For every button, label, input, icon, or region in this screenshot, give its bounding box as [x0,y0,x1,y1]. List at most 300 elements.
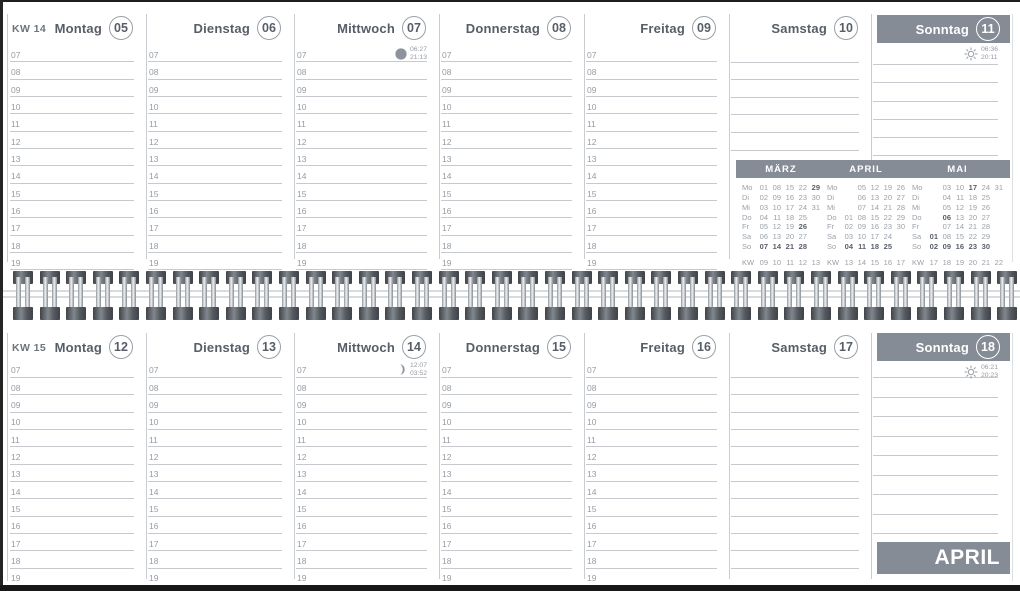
kw-number: 11 [786,257,794,267]
hour-label: 07 [587,365,597,376]
blank-row [873,437,998,457]
calendar-day: 03 [844,232,853,242]
binding-wire [598,271,618,320]
wire-shaft [548,277,553,314]
calendar-day: 14 [870,202,879,212]
calendar-day: 28 [896,202,905,212]
calendar-week-label: KW 14 [12,23,47,35]
wire-cap [385,307,405,320]
wire-shaft [43,277,48,314]
calendar-day: 14 [955,222,964,232]
calendar-day: 01 [759,183,768,193]
day-column-donnerstag [439,14,584,268]
calendar-day: 24 [883,232,892,242]
wire-shaft [929,277,934,314]
blank-row [873,138,998,156]
hour-row [586,218,717,235]
wire-shaft [264,277,269,314]
wire-cap [944,307,964,320]
hour-row [296,166,427,183]
wire-shaft [823,277,828,314]
day-header [877,15,1010,43]
weekday-abbr: Do [742,212,752,222]
blank-row [873,83,998,101]
hour-row [10,413,134,430]
calendar-day: 05 [942,202,951,212]
hour-row [586,62,717,79]
hour-label: 15 [587,504,597,515]
calendar-day: 19 [883,183,892,193]
blank-row [873,102,998,120]
hour-row [441,569,572,586]
hour-label: 19 [587,257,597,268]
hour-label: 11 [149,119,158,130]
hour-label: 13 [587,469,597,480]
wire-cap [651,271,671,284]
hour-row [296,569,427,586]
wire-cap [279,271,299,284]
hour-row [586,166,717,183]
hour-row [296,80,427,97]
wire-shaft [770,277,775,314]
hour-label: 07 [11,49,21,60]
binding-wire [93,271,113,320]
hour-row [586,482,717,499]
calendar-day: 29 [811,183,820,193]
wire-shaft [717,277,722,314]
hour-row [441,499,572,516]
hour-label: 19 [149,573,159,584]
calendar-day: 25 [981,192,990,202]
hour-label: 14 [297,171,307,182]
hour-label: 13 [587,153,597,164]
calendar-day: 30 [981,241,990,251]
hour-label: 11 [587,434,596,445]
hour-label: 09 [11,400,21,411]
hour-row [441,253,572,270]
wire-cap [784,271,804,284]
day-name-label: Freitag [640,339,685,355]
calendar-day: 10 [857,232,866,242]
blank-row [731,361,859,378]
hour-label: 11 [149,434,158,445]
hour-row [586,149,717,166]
wire-cap [917,307,937,320]
day-number-circle: 06 [257,16,281,40]
photo-frame-top [0,0,1020,2]
day-name-label: Dienstag [193,20,250,36]
weekday-abbr: Mo [827,183,838,193]
hour-row [148,378,282,395]
wire-shaft [1009,277,1014,314]
wire-shaft [131,277,136,314]
kw-abbr: KW [912,257,925,267]
hour-row [148,482,282,499]
blank-row [731,63,859,81]
hour-row [10,551,134,568]
hour-row [586,80,717,97]
binding-wire [119,271,139,320]
hour-row [10,201,134,218]
wire-shaft [309,277,314,314]
hour-label: 17 [149,538,159,549]
hour-label: 19 [587,573,597,584]
day-number-circle: 08 [547,16,571,40]
agenda-rows [586,45,717,270]
first-quarter-moon-icon [396,363,407,376]
mini-calendar-month-title: MAI [947,163,968,175]
binding-wire [838,271,858,320]
kw-number: 16 [883,257,892,267]
hour-label: 12 [11,136,21,147]
wire-cap [492,271,512,284]
wire-cap [731,271,751,284]
astro-times [981,46,998,63]
blank-row [731,482,859,499]
set-time: 03:52 [409,369,427,377]
hour-label: 14 [587,486,597,497]
hour-row [441,413,572,430]
hour-label: 10 [149,101,159,112]
hour-label: 12 [587,136,597,147]
hour-row [10,430,134,447]
calendar-day: 15 [870,212,879,222]
wire-shaft [78,277,83,314]
hour-row [586,413,717,430]
wire-shaft [238,277,243,314]
weekday-abbr: So [912,241,922,251]
wire-cap [784,307,804,320]
hour-label: 12 [297,452,307,463]
weekday-abbr: Mi [742,202,750,212]
hour-label: 13 [149,153,159,164]
calendar-day: 17 [870,232,879,242]
day-number-circle: 17 [834,335,858,359]
wire-shaft [105,277,110,314]
wire-cap [864,271,884,284]
calendar-day: 15 [785,183,794,193]
kw-abbr: KW [742,257,755,267]
calendar-day: 01 [929,232,938,242]
calendar-day: 26 [896,183,905,193]
hour-row [586,551,717,568]
hour-row [441,361,572,378]
binding-wire [784,271,804,320]
calendar-day: 06 [857,192,866,202]
hour-row [441,132,572,149]
calendar-day: 31 [994,183,1003,193]
binding-wire [226,271,246,320]
calendar-day: 09 [942,241,951,251]
blank-row [731,133,859,151]
wire-cap [93,307,113,320]
wire-cap [359,271,379,284]
kw-abbr: KW [827,257,840,267]
binding-wire [173,271,193,320]
hour-label: 12 [587,452,597,463]
calendar-day: 06 [942,212,951,222]
blank-row [731,551,859,568]
wire-cap [705,271,725,284]
hour-row [296,534,427,551]
wire-cap [40,271,60,284]
mini-calendar-week-row [742,242,820,252]
hour-label: 16 [442,521,452,532]
calendar-day: 04 [759,212,768,222]
hour-label: 09 [297,84,307,95]
calendar-day: 09 [857,222,866,232]
day-name-label: Samstag [771,20,827,36]
agenda-rows [148,361,282,586]
hour-row [296,201,427,218]
mini-calendar-week-row [912,183,1003,193]
binding-wire [572,271,592,320]
hour-row [148,551,282,568]
calendar-day: 29 [896,212,905,222]
hour-row [296,236,427,253]
hour-row [441,534,572,551]
wire-cap [811,271,831,284]
wire-shaft [282,277,287,314]
weekday-abbr: Fr [742,222,750,232]
hour-label: 08 [149,67,159,78]
calendar-day: 31 [811,202,820,212]
blank-row [873,398,998,418]
wire-cap [119,271,139,284]
hour-row [148,236,282,253]
wire-shaft [344,277,349,314]
day-column-dienstag [146,14,294,268]
hour-label: 10 [11,417,21,428]
weekday-abbr: So [827,241,837,251]
wire-shaft [841,277,846,314]
kw-number: 10 [772,257,781,267]
mini-calendar-week-row [827,232,905,242]
hour-row [10,482,134,499]
agenda-rows [586,361,717,586]
wire-cap [359,307,379,320]
hour-row [10,378,134,395]
wire-cap [146,307,166,320]
calendar-day: 26 [798,222,807,232]
mini-calendar-week-row [827,183,905,193]
calendar-day: 09 [772,192,781,202]
wire-shaft [504,277,509,314]
blank-row [731,465,859,482]
wire-cap [518,307,538,320]
calendar-day: 22 [798,183,807,193]
agenda-rows [873,361,998,534]
calendar-day: 12 [870,183,879,193]
wire-cap [838,307,858,320]
mini-calendar-month [827,183,905,267]
kw-number: 19 [955,257,964,267]
set-time: 21:13 [409,54,427,62]
wire-cap [173,271,193,284]
calendar-day: 04 [844,241,853,251]
kw-number: 15 [870,257,879,267]
wire-cap [971,307,991,320]
hour-row [10,395,134,412]
wire-shaft [388,277,393,314]
calendar-day: 02 [929,241,938,251]
hour-label: 16 [297,521,307,532]
calendar-day: 07 [942,222,951,232]
wire-shaft [787,277,792,314]
hour-label: 08 [11,382,21,393]
calendar-day: 27 [896,192,905,202]
mini-calendar-week-row [827,212,905,222]
set-time: 20:11 [980,54,998,62]
wire-shaft [557,277,562,314]
hour-label: 07 [149,49,159,60]
hour-row [10,465,134,482]
hour-label: 10 [587,417,597,428]
page-edge-line [0,296,1020,298]
calendar-day: 30 [896,222,905,232]
day-column-donnerstag [439,333,584,584]
wire-cap [678,271,698,284]
calendar-day: 23 [968,241,977,251]
wire-shaft [521,277,526,314]
hour-label: 16 [587,205,597,216]
mini-calendar-week-row [742,193,820,203]
hour-row [10,114,134,131]
wire-cap [465,271,485,284]
kw-number: 13 [811,257,820,267]
mini-calendar-week-row [827,203,905,213]
mini-calendar [736,160,1010,267]
calendar-day: 08 [942,232,951,242]
wire-shaft [202,277,207,314]
hour-row [586,361,717,378]
wire-cap [279,307,299,320]
wire-cap [40,307,60,320]
mini-calendar-week-row [912,193,1003,203]
wire-cap [439,271,459,284]
binding-wire [971,271,991,320]
mini-calendar-week-row [912,242,1003,252]
hour-label: 18 [149,240,159,251]
wire-cap [651,307,671,320]
calendar-day: 21 [883,202,892,212]
astro-times [410,362,427,379]
day-header [146,333,294,361]
wire-shaft [477,277,482,314]
wire-cap [412,307,432,320]
hour-row [296,551,427,568]
hour-label: 17 [297,223,307,234]
hour-row [10,253,134,270]
hour-label: 10 [297,417,307,428]
wire-shaft [122,277,127,314]
binding-wire [944,271,964,320]
wire-shaft [468,277,473,314]
calendar-day: 05 [759,222,768,232]
day-column-freitag [584,14,729,268]
wire-shaft [530,277,535,314]
kw-number: 22 [994,257,1003,267]
hour-label: 09 [149,84,159,95]
day-name-label: Donnerstag [465,339,540,355]
hour-label: 12 [442,452,452,463]
hour-row [148,465,282,482]
day-name-label: Mittwoch [337,339,395,355]
wire-shaft [947,277,952,314]
agenda-rows [10,361,134,586]
day-column-freitag [584,333,729,584]
hour-label: 14 [297,486,307,497]
day-name-label: Mittwoch [337,20,395,36]
agenda-rows [296,361,427,586]
hour-row [148,184,282,201]
calendar-day: 03 [759,202,768,212]
wire-shaft [796,277,801,314]
agenda-rows [148,45,282,270]
kw-number: 21 [981,257,990,267]
hour-label: 13 [11,469,21,480]
hour-row [441,62,572,79]
mini-calendar-week-row [742,212,820,222]
hour-label: 17 [11,538,21,549]
sun-icon [964,47,978,61]
hour-row [441,149,572,166]
wire-cap [13,271,33,284]
day-column-dienstag [146,333,294,584]
hour-label: 13 [442,469,452,480]
wire-shaft [371,277,376,314]
hour-label: 08 [442,67,452,78]
day-name-label: Sonntag [915,21,969,37]
hour-label: 11 [297,119,306,130]
weekday-abbr: Sa [827,232,837,242]
blank-row [873,417,998,437]
hour-row [148,62,282,79]
hour-row [586,499,717,516]
wire-cap [598,307,618,320]
day-column-samstag [729,333,871,581]
mini-calendar-week-row [912,212,1003,222]
calendar-day: 11 [956,192,964,202]
hour-row [296,430,427,447]
hour-row [10,499,134,516]
calendar-day: 23 [798,192,807,202]
wire-shaft [734,277,739,314]
hour-label: 15 [442,504,452,515]
hour-label: 14 [11,171,21,182]
hour-row [586,517,717,534]
binding-wire [811,271,831,320]
wire-shaft [415,277,420,314]
mini-calendar-month-title: APRIL [849,163,883,175]
wire-shaft [1000,277,1005,314]
day-number-circle: 15 [547,335,571,359]
binding-wire [891,271,911,320]
binding-wire [492,271,512,320]
calendar-day: 10 [772,202,781,212]
calendar-day: 13 [772,232,781,242]
calendar-day: 04 [942,192,951,202]
hour-label: 13 [11,153,21,164]
wire-shaft [211,277,216,314]
kw-number: 09 [759,257,768,267]
hour-label: 07 [149,365,159,376]
blank-row [731,430,859,447]
day-name-label: Sonntag [915,339,969,355]
hour-label: 15 [11,188,21,199]
wire-cap [545,307,565,320]
hour-row [10,517,134,534]
